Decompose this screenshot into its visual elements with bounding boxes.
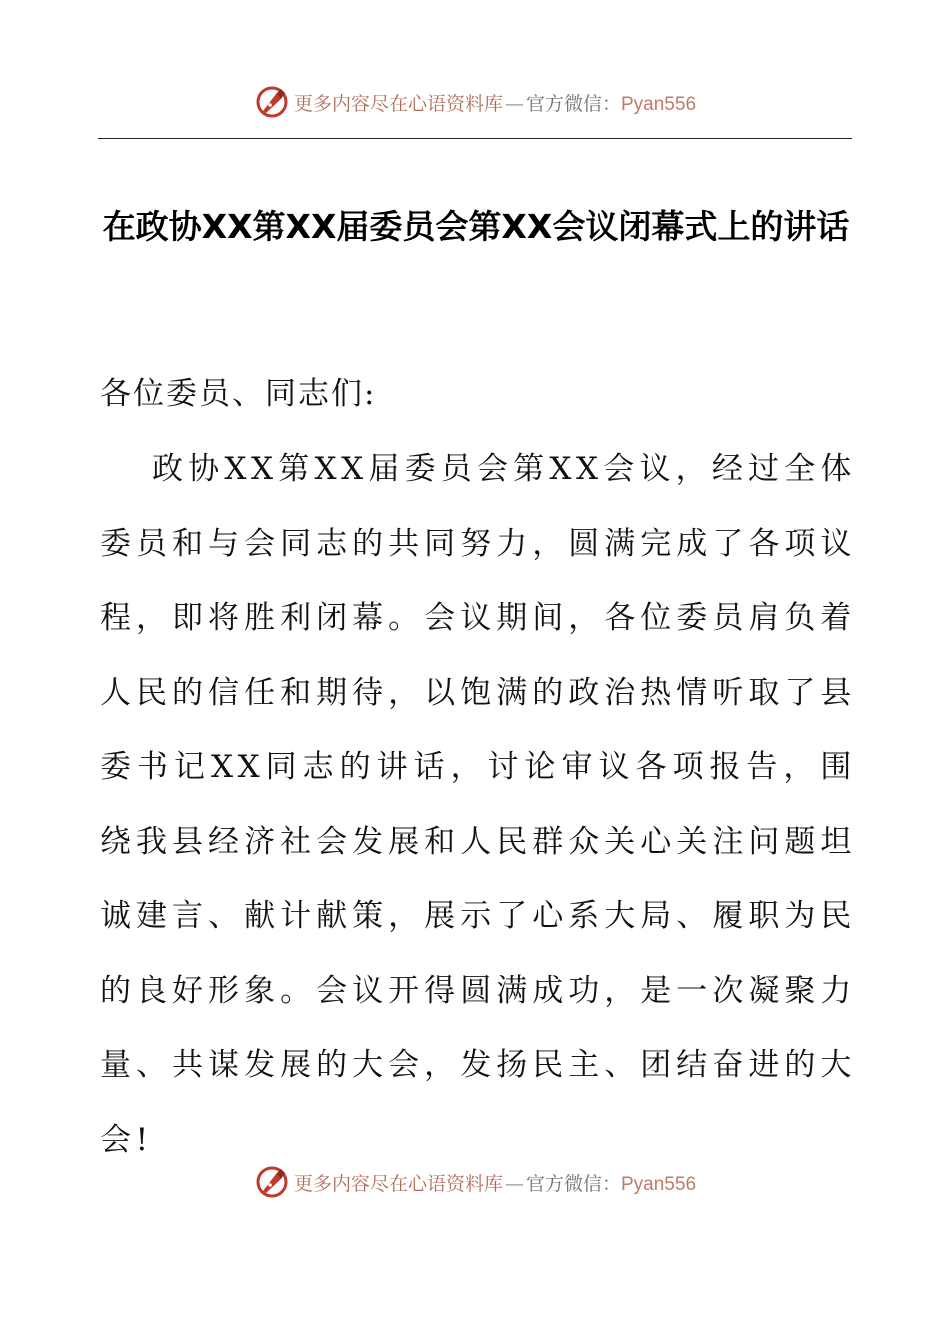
banner-wechat-id: Pyan556: [621, 1173, 697, 1195]
pen-nib-logo-icon: [254, 1164, 290, 1200]
header-banner: [0, 82, 950, 122]
pen-nib-logo-icon: [254, 84, 290, 120]
banner-dash: —: [504, 1172, 524, 1195]
banner-wechat-label: 官方微信：: [525, 92, 621, 115]
banner-wechat-id: Pyan556: [621, 93, 697, 115]
banner-slogan: 更多内容尽在心语资料库: [293, 92, 503, 115]
header-divider: [98, 138, 852, 139]
banner-wechat-label: 官方微信：: [525, 1172, 621, 1195]
salutation: 各位委员、同志们:: [100, 376, 377, 412]
banner-dash: —: [504, 92, 524, 115]
body-paragraph: 政协XX第XX届委员会第XX会议，经过全体委员和与会同志的共同努力，圆满完成了各项议程，即将胜利闭幕。会议期间，各位委员肩负着人民的信任和期待，以饱满的政治热情听取了县委书记XX同志的讲话，讨论审议各项报告，围绕我县经济社会发展和人民群众关心关注问题坦诚建言、献计献策，展示了心系大局、履职为民的良好形象。会议开得圆满成功，是一次凝聚力量、共谋发展的大会，发扬民主、团结奋进的大会!: [100, 451, 856, 1158]
document-title: 在政协XX第XX届委员会第XX会议闭幕式上的讲话: [102, 207, 850, 246]
banner-slogan: 更多内容尽在心语资料库: [293, 1172, 503, 1195]
footer-banner: [0, 1162, 950, 1202]
